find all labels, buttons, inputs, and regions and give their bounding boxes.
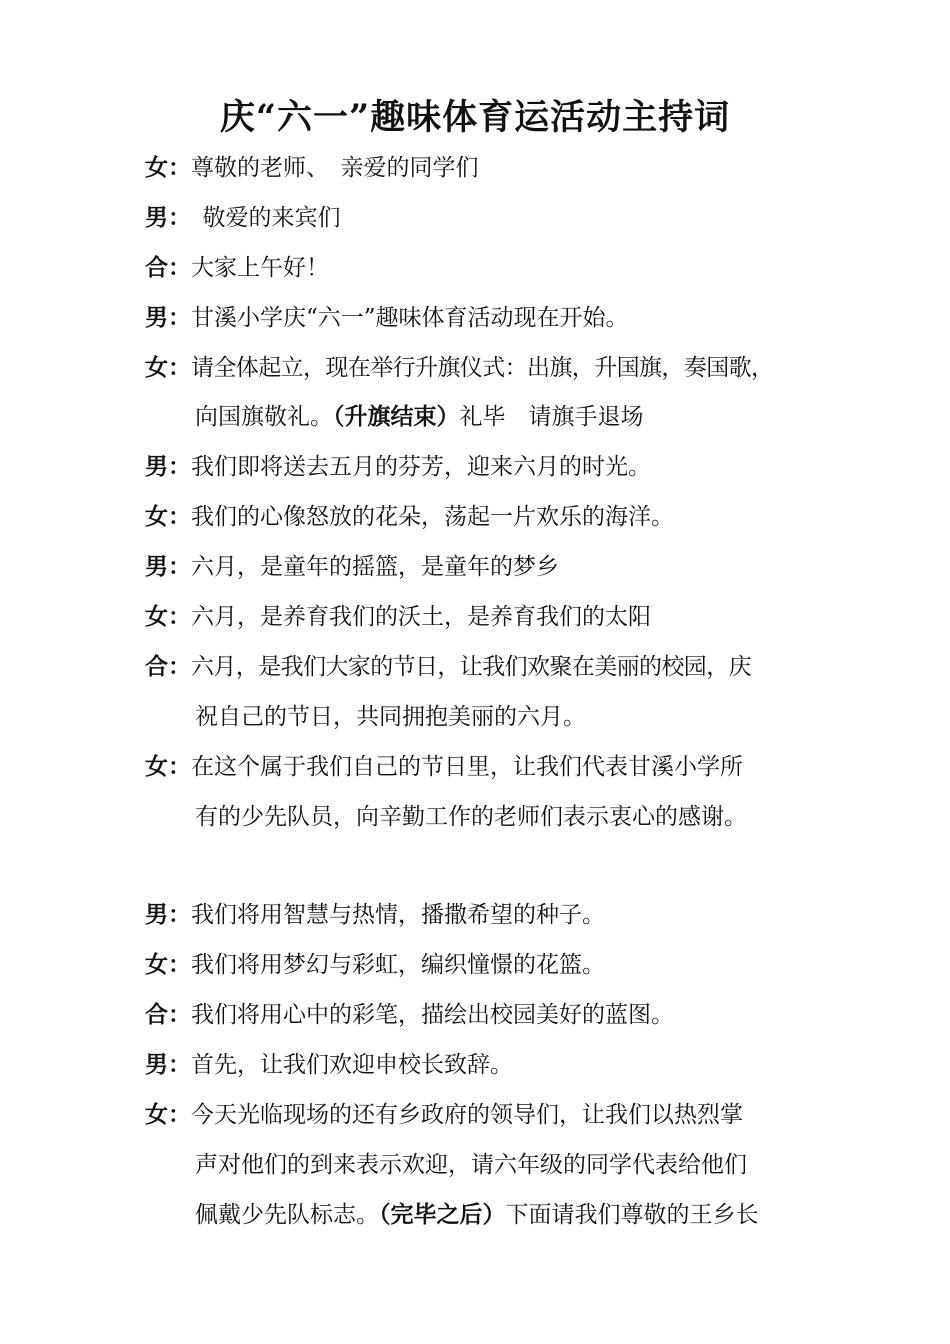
- script-line: 女：请全体起立，现在举行升旗仪式：出旗，升国旗，奏国歌，: [145, 354, 774, 381]
- line-text: 下面请我们尊敬的王乡长: [505, 1202, 759, 1228]
- speaker-label: 女: [145, 604, 168, 630]
- speaker-label: 合: [145, 1002, 168, 1028]
- line-text: 我们将用智慧与热情，播撒希望的种子。: [191, 902, 605, 928]
- script-line: 女：我们将用梦幻与彩虹，编织憧憬的花篮。: [145, 951, 605, 978]
- script-line: 男：我们将用智慧与热情，播撒希望的种子。: [145, 901, 605, 928]
- line-text: 我们即将送去五月的芬芳，迎来六月的时光。: [191, 454, 651, 480]
- script-line: 男： 敬爱的来宾们: [145, 204, 341, 231]
- speaker-label: 女: [145, 952, 168, 978]
- line-text: 六月，是我们大家的节日，让我们欢聚在美丽的校园，庆: [191, 654, 752, 680]
- line-text: 尊敬的老师、 亲爱的同学们: [191, 155, 479, 181]
- script-line: 女：我们的心像怒放的花朵，荡起一片欢乐的海洋。: [145, 503, 674, 530]
- line-text: 六月，是养育我们的沃土，是养育我们的太阳: [191, 604, 651, 630]
- script-line: 男：甘溪小学庆“六一”趣味体育活动现在开始。: [145, 304, 629, 331]
- script-line: 女：六月，是养育我们的沃土，是养育我们的太阳: [145, 603, 651, 630]
- speaker-label: 男: [145, 554, 168, 580]
- speaker-label: 男: [145, 1052, 168, 1078]
- stage-direction: （完毕之后）: [379, 1202, 506, 1228]
- script-line: 男：六月，是童年的摇篮，是童年的梦乡: [145, 553, 559, 580]
- script-line-continuation: [195, 401, 875, 433]
- speaker-label: 男: [145, 902, 168, 928]
- script-line: 男：我们即将送去五月的芬芳，迎来六月的时光。: [145, 453, 651, 480]
- line-text: 我们将用梦幻与彩虹，编织憧憬的花篮。: [191, 952, 605, 978]
- speaker-label: 女: [145, 1102, 168, 1128]
- script-line: 男：首先，让我们欢迎申校长致辞。: [145, 1051, 513, 1078]
- line-text: 大家上午好！: [191, 255, 329, 281]
- line-text: 六月，是童年的摇篮，是童年的梦乡: [191, 554, 559, 580]
- speaker-label: 合: [145, 654, 168, 680]
- script-line: 合：我们将用心中的彩笔，描绘出校园美好的蓝图。: [145, 1001, 674, 1028]
- speaker-label: 男: [145, 454, 168, 480]
- line-text: 佩戴少先队标志。: [195, 1202, 379, 1228]
- line-text: 甘溪小学庆“六一”趣味体育活动现在开始。: [191, 305, 629, 331]
- line-text: 敬爱的来宾们: [179, 205, 341, 231]
- line-text: 在这个属于我们自己的节日里，让我们代表甘溪小学所: [191, 754, 743, 780]
- speaker-label: 合: [145, 255, 168, 281]
- line-text: 我们将用心中的彩笔，描绘出校园美好的蓝图。: [191, 1002, 674, 1028]
- document-title: 庆“六一”趣味体育运活动主持词: [219, 97, 731, 138]
- line-text: 向国旗敬礼。: [195, 404, 333, 430]
- line-text: 今天光临现场的还有乡政府的领导们，让我们以热烈掌: [191, 1102, 743, 1128]
- line-text: 首先，让我们欢迎申校长致辞。: [191, 1052, 513, 1078]
- speaker-label: 女: [145, 355, 168, 381]
- script-line-continuation: [195, 801, 875, 833]
- line-text: 请全体起立，现在举行升旗仪式：出旗，升国旗，奏国歌，: [191, 355, 774, 381]
- script-line: 女：尊敬的老师、 亲爱的同学们: [145, 154, 479, 181]
- script-line: 合：六月，是我们大家的节日，让我们欢聚在美丽的校园，庆: [145, 653, 752, 680]
- line-text: 礼毕 请旗手退场: [459, 404, 644, 430]
- line-text: 祝自己的节日，共同拥抱美丽的六月。: [195, 704, 586, 730]
- speaker-label: 男: [145, 305, 168, 331]
- script-line: 合：大家上午好！: [145, 254, 329, 281]
- speaker-label: 女: [145, 504, 168, 530]
- script-line: 女：今天光临现场的还有乡政府的领导们，让我们以热烈掌: [145, 1101, 743, 1128]
- script-line-continuation: [195, 1199, 875, 1231]
- script-line: 女：在这个属于我们自己的节日里，让我们代表甘溪小学所: [145, 753, 743, 780]
- line-text: 有的少先队员，向辛勤工作的老师们表示衷心的感谢。: [195, 804, 747, 830]
- line-text: 我们的心像怒放的花朵，荡起一片欢乐的海洋。: [191, 504, 674, 530]
- speaker-label: 男: [145, 205, 168, 231]
- speaker-label: 女: [145, 754, 168, 780]
- script-line-continuation: [195, 1149, 875, 1181]
- speaker-label: 女: [145, 155, 168, 181]
- stage-direction: （升旗结束）: [333, 404, 460, 430]
- line-text: 声对他们的到来表示欢迎，请六年级的同学代表给他们: [195, 1152, 747, 1178]
- script-line-continuation: [195, 701, 875, 733]
